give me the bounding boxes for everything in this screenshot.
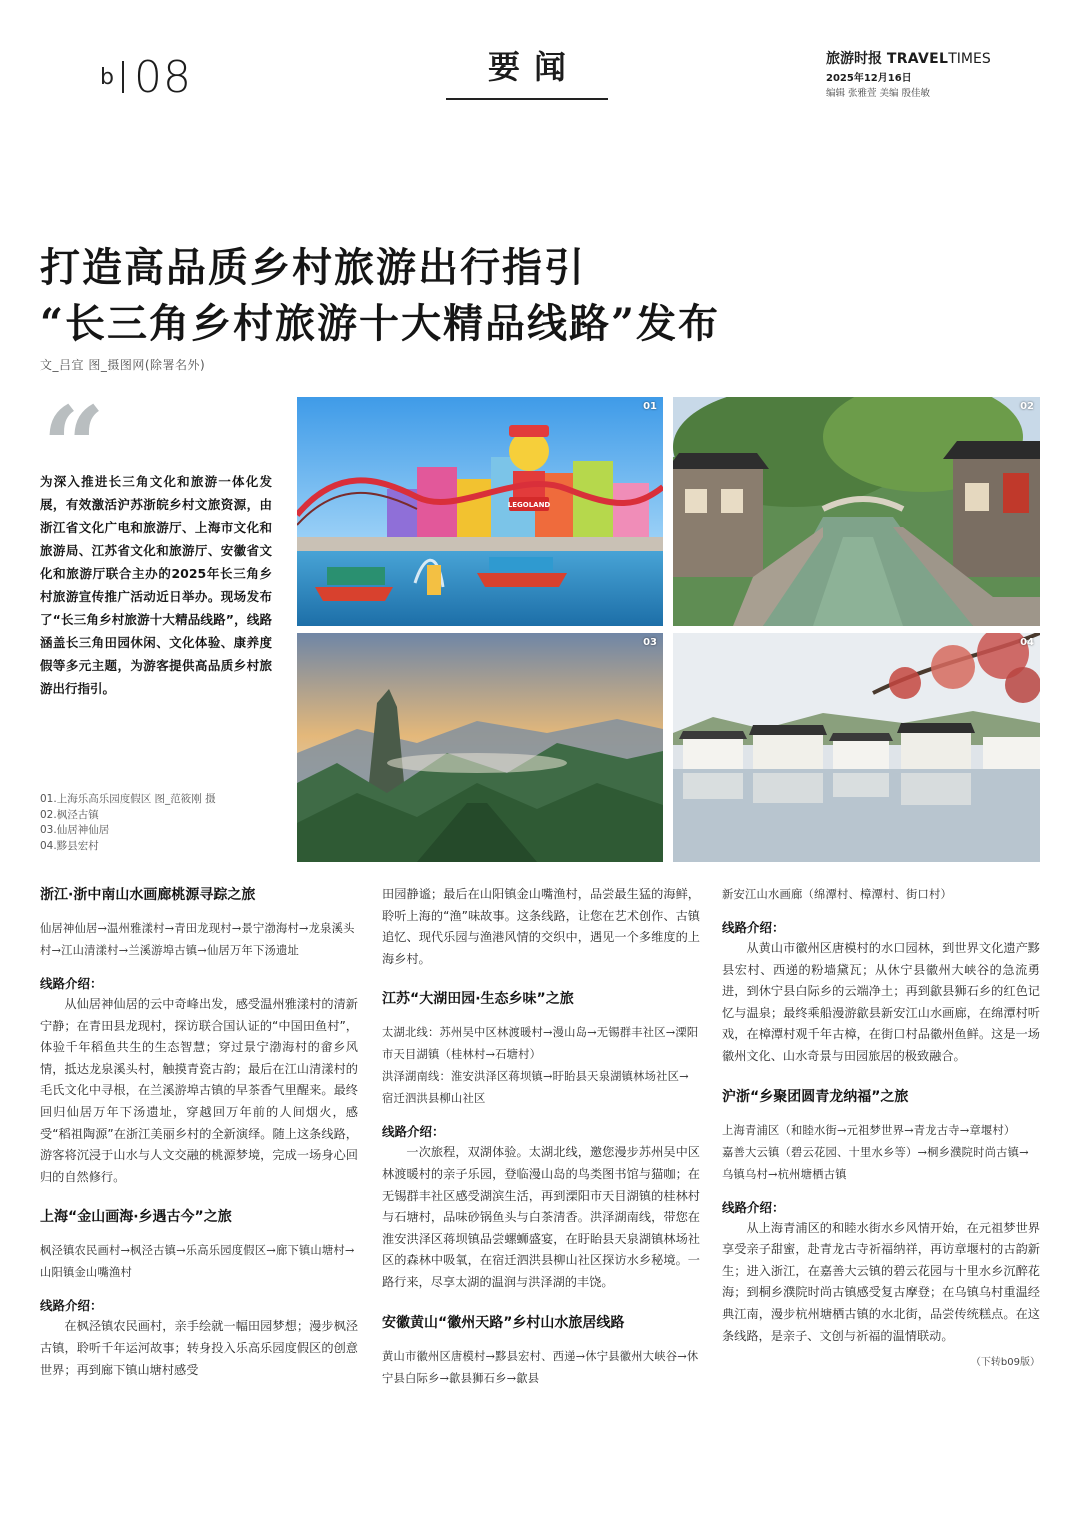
column-1 xyxy=(40,884,358,1381)
photo-number: 03 xyxy=(643,637,657,648)
editors-line: 编辑 张雅萱 美编 殷佳敏 xyxy=(826,88,931,99)
paper-title-cn: 旅游时报 xyxy=(826,51,882,67)
route-intro-shanghai-cont: 田园静谧；最后在山阳镇金山嘴渔村，品尝最生猛的海鲜，聆听上海的“渔”味故事。这条线路，让您在艺术创作、古镇追忆、现代乐园与渔港风情的交织中，遇见一个多维度的上海乡村。 xyxy=(382,887,700,966)
article-title-zhejiang: 浙江·浙中南山水画廊桃源寻踪之旅 xyxy=(40,887,256,903)
photo-number: 01 xyxy=(643,401,657,412)
route-anhui-cont: 新安江山水画廊（绵潭村、樟潭村、街口村） xyxy=(722,888,952,901)
route-shanghai: 枫泾镇农民画村→枫泾古镇→乐高乐园度假区→廊下镇山塘村→山阳镇金山嘴渔村 xyxy=(40,1244,355,1280)
route-zhejiang: 仙居神仙居→温州雅漾村→青田龙现村→景宁渤海村→龙泉溪头村→江山清漾村→兰溪游埠古镇→仙居万年下汤遗址 xyxy=(40,922,355,957)
photo-caption: 03.仙居神仙居 xyxy=(40,824,110,836)
legoland-sign: LEGOLAND xyxy=(507,501,551,509)
photo-caption: 02.枫泾古镇 xyxy=(40,808,99,821)
route-shanghai-zhejiang-2: 嘉善大云镇（碧云花园、十里水乡等）→桐乡濮院时尚古镇→乌镇乌村→杭州塘栖古镇 xyxy=(722,1145,1029,1181)
page-indicator xyxy=(100,52,192,102)
article-title-shanghai: 上海“金山画海·乡遇古今”之旅 xyxy=(40,1209,232,1226)
page-indicator-divider xyxy=(122,61,124,93)
route-anhui: 黄山市徽州区唐模村→黟县宏村、西递→休宁县徽州大峡谷→休宁县白际乡→歙县狮石乡→歙县 xyxy=(382,1349,699,1385)
route-jiangsu-south: 洪泽湖南线：淮安洪泽区蒋坝镇→盱眙县天泉湖镇林场社区→宿迁泗洪县柳山社区 xyxy=(382,1070,689,1106)
paper-title-en-bold: TRAVEL xyxy=(886,51,949,67)
photo-caption: 01.上海乐高乐园度假区 图_范筱刚 摄 xyxy=(40,793,216,805)
route-intro-shanghai-zhejiang: 从上海青浦区的和睦水街水乡风情开始，在元祖梦世界享受亲子甜蜜，赴青龙古寺祈福纳祥，再访章堰村的古韵新生；进入浙江，在嘉善大云镇的碧云花园与十里水乡沉醉花海；到桐乡濮院时尚古镇感受复古摩登；在乌镇乌村重温经典江南，漫步杭州塘栖古镇的水北街，品尝传统糕点。在这条线路，是亲子、文创与祈福的温情联动。 xyxy=(722,1220,1040,1343)
section-rule xyxy=(446,98,608,100)
photo-caption: 04.黟县宏村 xyxy=(40,839,99,852)
route-intro-label: 线路介绍： xyxy=(382,1124,445,1140)
photo-fengjing xyxy=(673,397,1040,626)
edition-letter: b xyxy=(100,64,114,90)
photo-legoland xyxy=(297,397,663,626)
lead-paragraph: 为深入推进长三角文化和旅游一体化发展，有效激活沪苏浙皖乡村文旅资源，由浙江省文化广电和旅游厅、上海市文化和旅游局、江苏省文化和旅游厅、安徽省文化和旅游厅联合主办的2025年长三角乡村旅游宣传推广活动近日举办。现场发布了“长三角乡村旅游十大精品线路”，线路涵盖长三角田园休闲、文化体验、康养度假等多元主题，为游客提供高品质乡村旅游出行指引。 xyxy=(40,474,272,696)
route-intro-shanghai: 在枫泾镇农民画村，亲手绘就一幅田园梦想；漫步枫泾古镇，聆听千年运河故事；转身投入乐高乐园度假区的创意世界；再到廊下镇山塘村感受 xyxy=(40,1319,358,1377)
quote-mark-icon: “ xyxy=(42,382,106,511)
route-intro-label: 线路介绍： xyxy=(722,1199,785,1215)
paper-title-en-light: TIMES xyxy=(948,51,991,67)
section-name: 要闻 xyxy=(487,48,580,86)
byline: 文_吕宜 图_摄图网(除署名外) xyxy=(40,358,206,372)
issue-date: 2025年12月16日 xyxy=(826,73,912,84)
article-title-anhui: 安徽黄山“徽州天路”乡村山水旅居线路 xyxy=(382,1314,625,1331)
photo-hongcun xyxy=(673,633,1040,862)
article-title-jiangsu: 江苏“大湖田园·生态乡味”之旅 xyxy=(382,991,574,1008)
headline-line-2: “长三角乡村旅游十大精品线路”发布 xyxy=(40,300,721,347)
route-shanghai-zhejiang-1: 上海青浦区（和睦水街→元祖梦世界→青龙古寺→章堰村） xyxy=(722,1123,1016,1137)
route-intro-label: 线路介绍： xyxy=(40,976,103,991)
route-intro-zhejiang: 从仙居神仙居的云中奇峰出发，感受温州雅漾村的清新宁静；在青田县龙现村，探访联合国认证的“中国田鱼村”，体验千年稻鱼共生的生态智慧；穿过景宁渤海村的畲乡风情，抵达龙泉溪头村，触摸青瓷古韵；最后在江山清漾村的毛氏文化中寻根，在兰溪游埠古镇的早茶香气里醒来。最终回归仙居万年下汤遗址，穿越回万年前的人间烟火，感受“稻祖陶源”在浙江美丽乡村的全新演绎。随上这条线路，游客将沉浸于山水与人文交融的桃源梦境，完成一场身心回归的自然修行。 xyxy=(40,997,358,1184)
photo-shenxianju xyxy=(297,633,663,862)
photo-number: 02 xyxy=(1020,401,1034,412)
route-intro-anhui: 从黄山市徽州区唐模村的水口园林，到世界文化遗产黟县宏村、西递的粉墙黛瓦；从休宁县徽州大峡谷的急流勇进，到休宁县白际乡的云端净土；再到歙县狮石乡的红色记忆与温泉；最终乘船漫游歙县新安江山水画廊，在绵潭村听戏，在樟潭村观千年古樟，在街口村品徽州鱼鲜。这是一场徽州文化、山水奇景与田园旅居的极致融合。 xyxy=(722,941,1040,1063)
column-2 xyxy=(382,884,700,1390)
page-number: 08 xyxy=(133,51,192,103)
article-title-shanghai-zhejiang: 沪浙“乡聚团圆青龙纳福”之旅 xyxy=(722,1088,909,1105)
paper-title xyxy=(826,50,1026,68)
photo-captions xyxy=(40,792,290,854)
headline-line-1: 打造高品质乡村旅游出行指引 xyxy=(40,244,586,291)
column-3 xyxy=(722,884,1040,1368)
route-intro-jiangsu: 一次旅程，双湖体验。太湖北线，邀您漫步苏州吴中区林渡暖村的亲子乐园，登临漫山岛的鸟类图书馆与猫咖；在无锡群丰社区感受湖滨生活，再到溧阳市天目湖镇的桂林村与石塘村，品味砂锅鱼头与白茶清香。洪泽湖南线，带您在淮安洪泽区蒋坝镇品尝螺蛳盛宴，在盱眙县天泉湖镇林场社区的森林中吸氧，在宿迁泗洪县柳山社区探访水乡秘境。一路行来，尽享太湖的温润与洪泽湖的丰饶。 xyxy=(382,1145,700,1289)
paper-brand xyxy=(826,50,1026,101)
route-jiangsu-north: 太湖北线：苏州吴中区林渡暖村→漫山岛→无锡群丰社区→溧阳市天目湖镇（桂林村→石塘村） xyxy=(382,1026,699,1062)
continued-note: （下转b09版） xyxy=(970,1357,1040,1369)
section-header xyxy=(446,44,608,100)
route-intro-label: 线路介绍： xyxy=(722,920,785,935)
headline xyxy=(40,240,1050,352)
photo-number: 04 xyxy=(1020,637,1034,648)
route-intro-label: 线路介绍： xyxy=(40,1298,103,1314)
